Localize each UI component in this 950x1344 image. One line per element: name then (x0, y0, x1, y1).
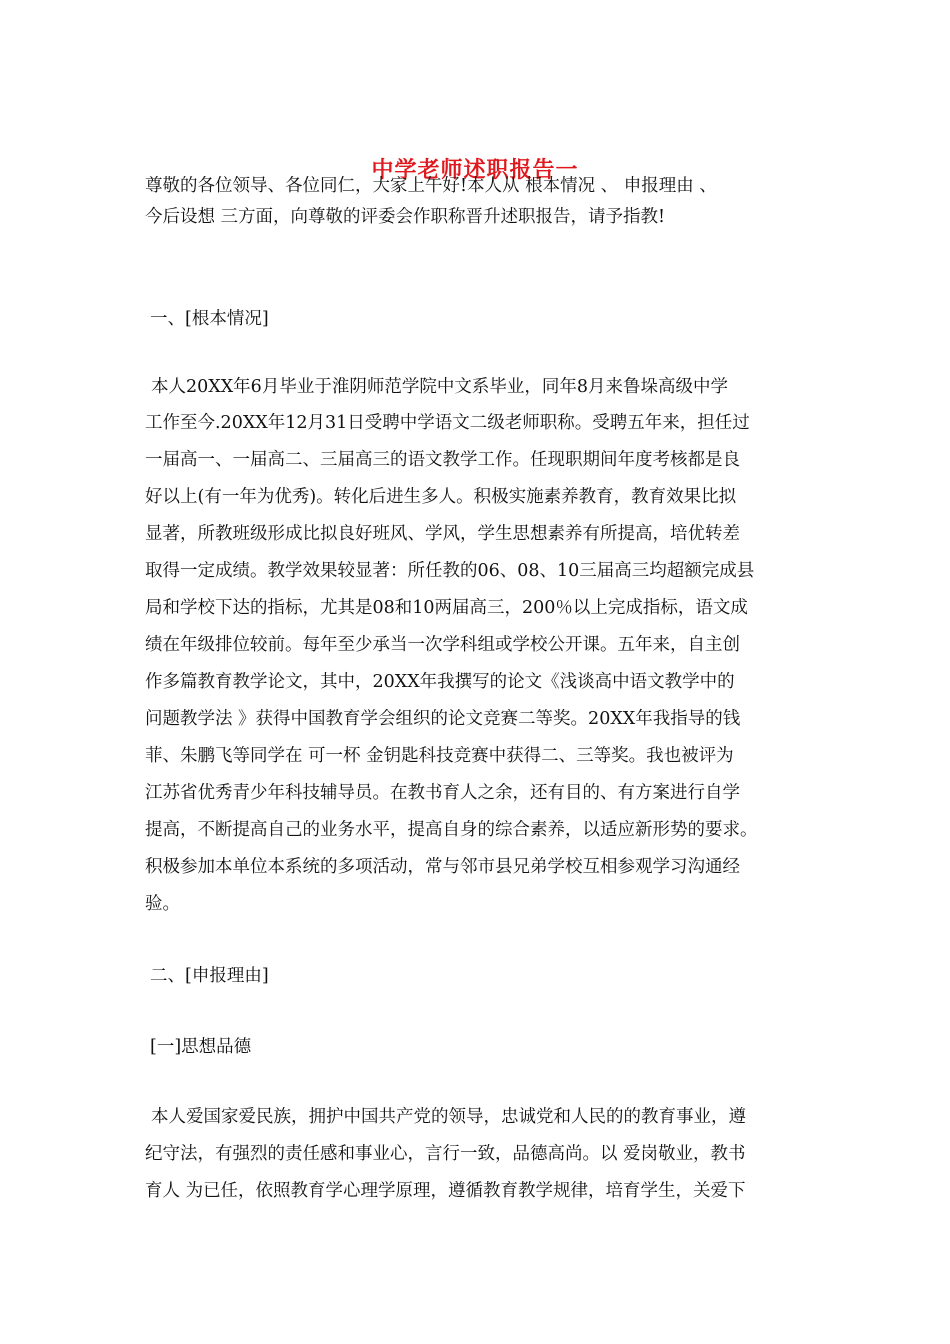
paragraph-line: 好以上(有一年为优秀)。转化后进生多人。积极实施素养教育，教育效果比拟 (145, 487, 737, 507)
paragraph-line: 江苏省优秀青少年科技辅导员。在教书育人之余，还有目的、有方案进行自学 (145, 783, 740, 803)
paragraph-line: 一届高一、一届高二、三届高三的语文教学工作。任现职期间年度考核都是良 (145, 450, 740, 470)
paragraph-line: 积极参加本单位本系统的多项活动，常与邻市县兄弟学校互相参观学习沟通经 (145, 857, 740, 877)
paragraph-line: 纪守法，有强烈的责任感和事业心，言行一致，品德高尚。以 爱岗敬业，教书 (145, 1144, 746, 1164)
section-heading: 二、[申报理由] (150, 966, 269, 986)
paragraph-line: 问题教学法 》获得中国教育学会组织的论文竞赛二等奖。20XX年我指导的钱 (145, 709, 741, 729)
paragraph-line: 本人爱国家爱民族，拥护中国共产党的领导，忠诚党和人民的的教育事业，遵 (151, 1107, 746, 1127)
paragraph-line: 提高，不断提高自己的业务水平，提高自身的综合素养，以适应新形势的要求。 (145, 820, 758, 840)
paragraph-line: 菲、朱鹏飞等同学在 可一杯 金钥匙科技竞赛中获得二、三等奖。我也被评为 (145, 746, 734, 766)
paragraph-line: 今后设想 三方面，向尊敬的评委会作职称晋升述职报告，请予指教! (145, 207, 666, 227)
paragraph-line: 取得一定成绩。教学效果较显著：所任教的06、08、10三届高三均超额完成县 (145, 561, 755, 581)
section-heading: 一、[根本情况] (150, 309, 269, 329)
paragraph-line: 验。 (145, 894, 180, 914)
paragraph-line: 工作至今.20XX年12月31日受聘中学语文二级老师职称。受聘五年来，担任过 (145, 413, 750, 433)
paragraph-line: 尊敬的各位领导、各位同仁，大家上午好!本人从 根本情况 、 申报理由 、 (145, 176, 717, 196)
document-title: 中学老师述职报告一 (371, 157, 579, 183)
paragraph-line: 绩在年级排位较前。每年至少承当一次学科组或学校公开课。五年来，自主创 (145, 635, 740, 655)
paragraph-line: 显著，所教班级形成比拟良好班风、学风，学生思想素养有所提高，培优转差 (145, 524, 740, 544)
paragraph-line: 作多篇教育教学论文，其中，20XX年我撰写的论文《浅谈高中语文教学中的 (145, 672, 735, 692)
subsection-heading: [一]思想品德 (150, 1037, 252, 1057)
paragraph-line: 育人 为已任，依照教育学心理学原理，遵循教育教学规律，培育学生，关爱下 (145, 1181, 746, 1201)
paragraph-line: 本人20XX年6月毕业于淮阴师范学院中文系毕业，同年8月来鲁垛高级中学 (151, 377, 728, 397)
paragraph-line: 局和学校下达的指标，尤其是08和10两届高三，200％以上完成指标，语文成 (145, 598, 748, 618)
